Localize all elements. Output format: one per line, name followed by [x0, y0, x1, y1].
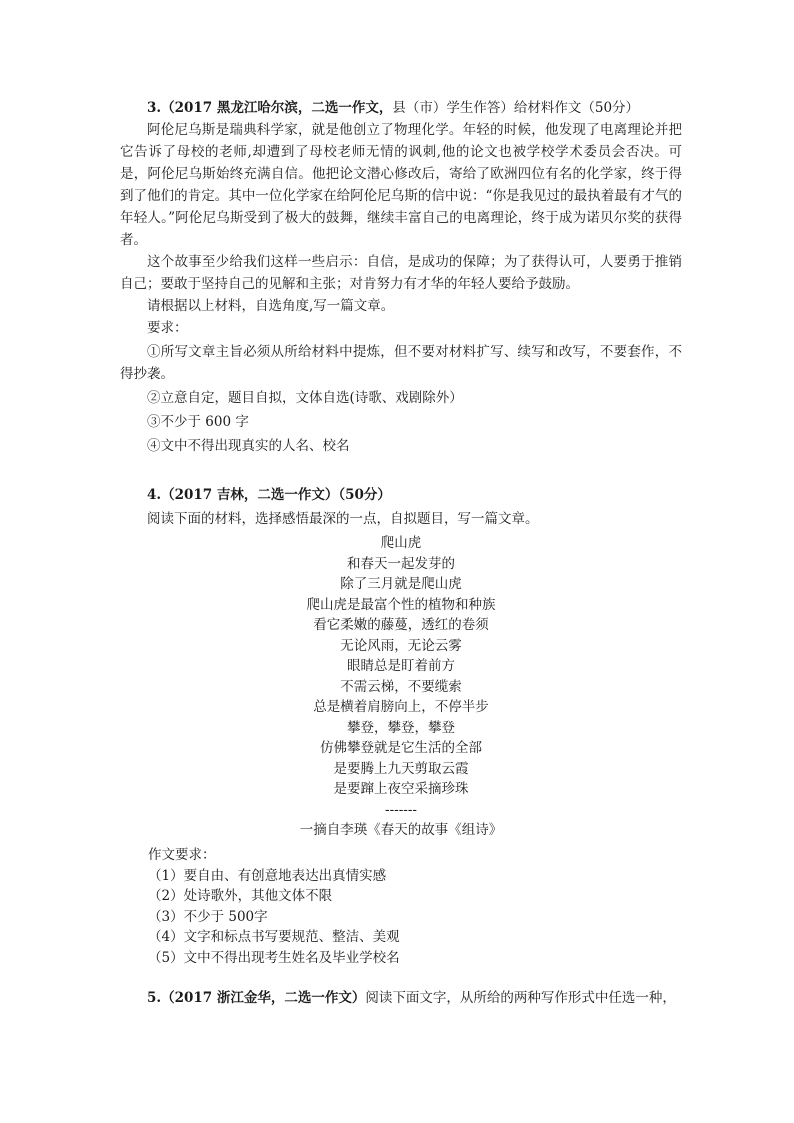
- question-3-heading-rest: 县（市）学生作答）给材料作文（50分）: [392, 100, 640, 116]
- question-4-requirement: （2）处诗歌外，其他文体不限: [148, 888, 333, 905]
- poem-line: 仿佛攀登就是它生活的全部: [320, 740, 482, 756]
- poem-line: 和春天一起发芽的: [347, 555, 455, 572]
- question-3-heading: [120, 97, 682, 119]
- poem-line: 不需云梯，不要缆索: [340, 678, 462, 695]
- question-3-material: 阿伦尼乌斯是瑞典科学家，就是他创立了物理化学。年轻的时候，他发现了电离理论并把它告诉了母校的老师,却遭到了母校老师无情的讽刺,他的论文也被学校学术委员会否决。可是，阿伦尼乌斯始终充满自信。他把论文潜心修改后，寄给了欧洲四位有名的化学家，终于得到了他们的肯定。其中一位化学家在给阿伦尼乌斯的信中说：“你是我见过的最执着最有才气的年轻人。”阿伦尼乌斯受到了极大的鼓舞，继续丰富自己的电离理论，终于成为诺贝尔奖的获得者。: [120, 122, 682, 248]
- question-4-requirements: [148, 845, 688, 969]
- question-4-requirement: （4）文字和标点书写要规范、整洁、美观: [148, 929, 400, 946]
- question-3-requirement-3: ③不少于 600 字: [147, 414, 249, 430]
- question-3-heading-bold: 3.（2017 黑龙江哈尔滨，二选一作文，: [147, 100, 393, 116]
- question-3-requirement-1: ①所写文章主旨必须从所给材料中提炼，但不要对材料扩写、续写和改写，不要套作，不得抄袭。: [120, 344, 682, 382]
- poem-line: 攀登，攀登，攀登: [347, 719, 455, 736]
- question-3-instruction: 请根据以上材料，自选角度,写一篇文章。: [147, 298, 395, 314]
- poem-line: 是要腾上九天剪取云霞: [333, 760, 469, 777]
- poem-line: 总是横着肩膀向上，不停半步: [313, 699, 489, 715]
- poem-line: 爬山虎是最富个性的植物和种族: [306, 596, 496, 613]
- question-4-requirement: （3）不少于 500字: [148, 908, 268, 925]
- poem: [120, 533, 682, 841]
- question-3-requirement-4: ④文中不得出现真实的人名、校名: [147, 438, 350, 454]
- poem-line: 看它柔嫩的藤蔓，透红的卷须: [313, 617, 489, 633]
- poem-title: 爬山虎: [380, 535, 422, 551]
- question-4-heading: 4.（2017 吉林，二选一作文）（50分）: [147, 487, 391, 503]
- question-3-requirements-label: 要求：: [147, 320, 188, 336]
- question-5-heading-rest: 阅读下面文字，从所给的两种写作形式中任选一种，: [365, 990, 676, 1006]
- question-4-requirement: （5）文中不得出现考生姓名及毕业学校名: [148, 949, 400, 966]
- question-4: [120, 484, 682, 530]
- question-3: [120, 97, 682, 457]
- question-4-intro: 阅读下面的材料，选择感悟最深的一点，自拟题目，写一篇文章。: [147, 511, 539, 527]
- poem-separator: -------: [385, 801, 417, 818]
- poem-line: 除了三月就是爬山虎: [340, 576, 462, 592]
- question-5: [120, 987, 682, 1009]
- question-3-inspiration: 这个故事至少给我们这样一些启示：自信，是成功的保障；为了获得认可，人要勇于推销自己；要敢于坚持自己的见解和主张；对肯努力有才华的年轻人要给予鼓励。: [120, 254, 682, 292]
- question-5-heading-bold: 5.（2017 浙江金华，二选一作文）: [147, 990, 366, 1006]
- poem-line: 是要蹿上夜空采摘珍珠: [333, 781, 469, 797]
- poem-source: 一摘自李瑛《春天的故事《组诗》: [299, 822, 503, 838]
- poem-line: 眼睛总是盯着前方: [347, 658, 455, 674]
- question-4-requirements-label: 作文要求：: [148, 847, 216, 863]
- poem-line: 无论风雨，无论云雾: [340, 637, 462, 654]
- question-3-requirement-2: ②立意自定，题目自拟，文体自选(诗歌、戏剧除外）: [147, 390, 463, 406]
- question-5-heading: [120, 987, 682, 1009]
- question-4-requirement: （1）要自由、有创意地表达出真情实感: [148, 867, 387, 884]
